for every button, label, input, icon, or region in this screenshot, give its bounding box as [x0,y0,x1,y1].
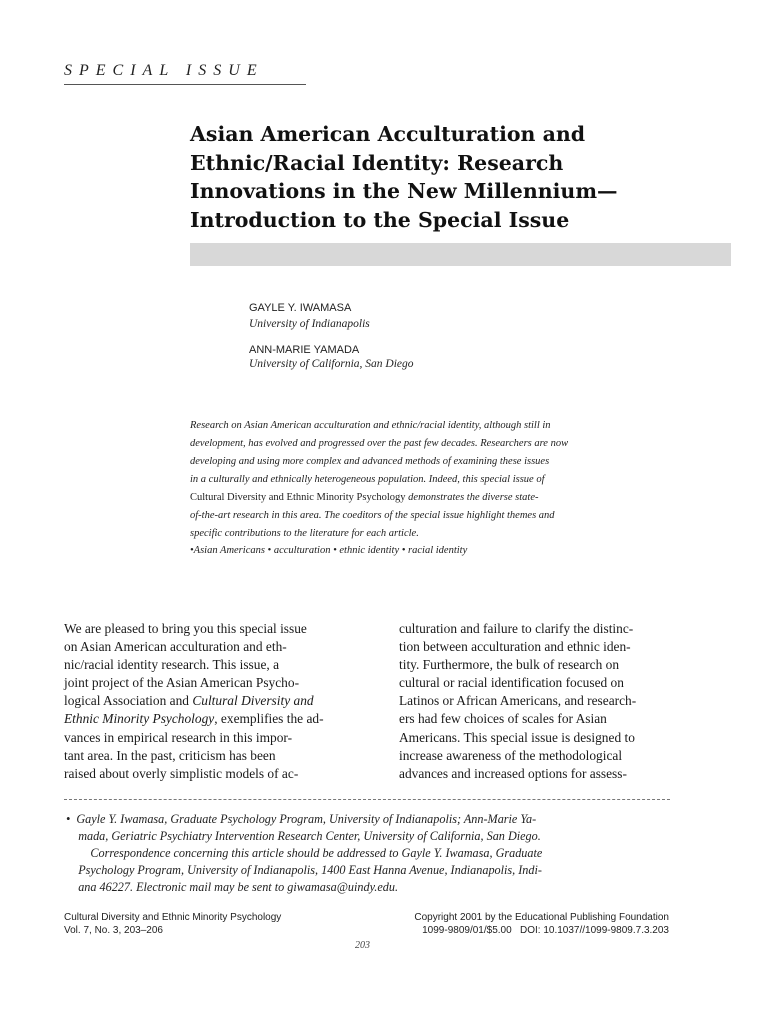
abstract [190,417,700,559]
author-affiliation-1: University of Indianapolis [249,318,370,330]
author-name-2: ANN-MARIE YAMADA [249,344,360,356]
body-line-part: logical Association and [64,693,189,709]
body-line: nic/racial identity research. This issue, a [64,657,280,673]
abstract-line-rest: demonstrates the diverse state- [405,492,539,503]
article-title [190,120,710,234]
body-line: raised about overly simplistic models of ac- [64,765,299,781]
body-line: ers had few choices of scales for Asian [399,711,607,727]
footnote-line: mada, Geriatric Psychiatry Intervention Research Center, University of California, San Diego. [66,828,541,843]
footnote-divider [64,799,670,800]
footnote-line: • Gayle Y. Iwamasa, Graduate Psychology Program, University of Indianapolis; Ann-Marie Ya- [66,812,537,826]
footnote-line: Psychology Program, University of Indianapolis, 1400 East Hanna Avenue, Indianapolis, Indi- [66,862,542,877]
footer-copyright-info [414,911,669,937]
abstract-keywords: •Asian Americans • acculturation • ethnic identity • racial identity [190,545,468,556]
body-line: tant area. In the past, criticism has been [64,747,276,763]
footer-journal-info [64,911,281,937]
body-line: vances in empirical research in this impor- [64,729,293,745]
abstract-line: in a culturally and ethnically heterogeneous population. Indeed, this special issue of [190,474,545,485]
footer-doi: 1099-9809/01/$5.00 DOI: 10.1037//1099-9809.7.3.203 [422,925,669,936]
author-name-1: GAYLE Y. IWAMASA [249,302,352,314]
title-line: Ethnic/Racial Identity: Research [190,150,564,175]
body-line: cultural or racial identification focused on [399,675,624,691]
footnote-line: ana 46227. Electronic mail may be sent to giwamasa@uindy.edu. [66,879,398,894]
abstract-line: developing and using more complex and advanced methods of examining these issues [190,456,550,467]
journal-name-italic: Ethnic Minority Psychology [64,711,215,727]
abstract-journal-name: Cultural Diversity and Ethnic Minority Psychology [190,492,406,503]
title-line: Asian American Acculturation and [190,122,586,146]
section-label: SPECIAL ISSUE [64,62,264,79]
footnote [66,811,666,896]
body-line [64,710,334,728]
body-line: tion between acculturation and ethnic iden- [399,639,631,655]
author-affiliation-2: University of California, San Diego [249,358,414,370]
body-line: Americans. This special issue is designed to [399,729,635,745]
body-line: culturation and failure to clarify the distinc- [399,621,634,636]
body-column-right [399,620,669,783]
title-line: Introduction to the Special Issue [190,207,570,232]
title-shade-bar [190,243,731,266]
footer-volume-info: Vol. 7, No. 3, 203–206 [64,925,163,936]
abstract-line: development, has evolved and progressed over the past few decades. Researchers are now [190,438,569,449]
body-line: We are pleased to bring you this special issue [64,621,307,636]
abstract-line: Research on Asian American acculturation and ethnic/racial identity, although still in [190,420,551,431]
journal-name-italic: Cultural Diversity and [192,693,314,709]
body-column-left [64,620,334,783]
body-line: increase awareness of the methodological [399,747,623,763]
body-line: Latinos or African Americans, and research- [399,693,637,709]
body-line: joint project of the Asian American Psycho- [64,675,300,691]
abstract-line [190,489,700,507]
body-line-part: , exemplifies the ad- [214,711,324,727]
body-line: on Asian American acculturation and eth- [64,639,287,655]
body-line: tity. Furthermore, the bulk of research on [399,657,620,673]
footer-journal-name: Cultural Diversity and Ethnic Minority Psychology [64,912,282,923]
footnote-line: Correspondence concerning this article should be addressed to Gayle Y. Iwamasa, Graduate [66,845,543,860]
abstract-line: of-the-art research in this area. The coeditors of the special issue highlight themes and [190,510,555,521]
footer-copyright: Copyright 2001 by the Educational Publishing Foundation [414,912,669,923]
body-line [64,692,334,710]
abstract-line: specific contributions to the literature for each article. [190,528,419,539]
section-label-rule [64,84,306,85]
page-number: 203 [355,940,370,951]
title-line: Innovations in the New Millennium— [190,179,618,203]
body-line: advances and increased options for assess- [399,765,627,781]
